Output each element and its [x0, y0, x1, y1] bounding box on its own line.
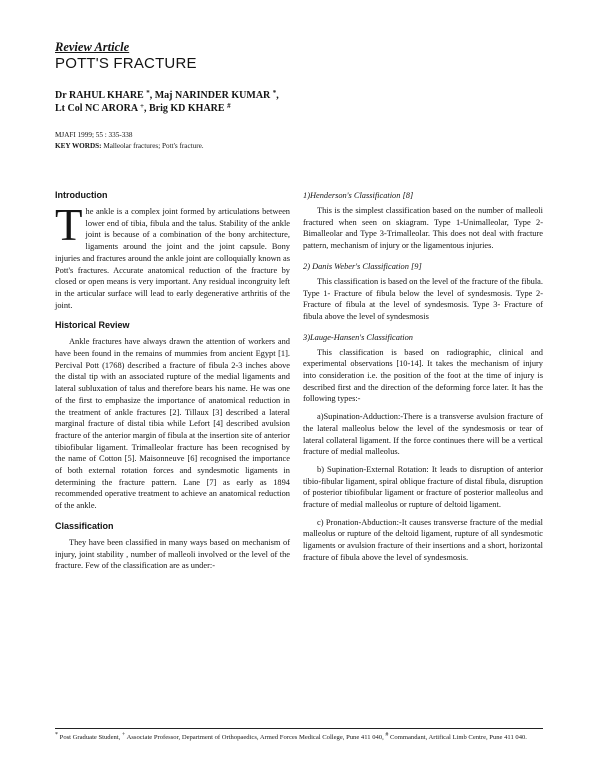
section-label: Review Article — [55, 40, 130, 54]
affiliation-mark: * — [272, 89, 277, 97]
weber-paragraph: This classification is based on the level of the fracture of the fibula. Type 1- Fracture of fibula below the level of syndesmosis. Type 2- Fracture of fibula at the level of syndesmosis. Type 3- Fracture of fibula above the level of syndesmosis — [303, 276, 543, 321]
keywords-label: KEY WORDS: — [55, 141, 102, 150]
author-name: , Brig KD KHARE — [144, 103, 228, 114]
author-separator: , — [276, 90, 279, 101]
keywords-text: Malleolar fractures; Pott's fracture. — [101, 141, 204, 150]
article-header — [55, 40, 555, 151]
affiliation-footnote — [55, 731, 545, 742]
footnote-mark: # — [385, 732, 389, 738]
footnote-text: Associate Professor, Department of Orthopaedics, Armed Forces Medical College, Pune 411 040, — [125, 734, 386, 742]
classification-paragraph: They have been classified in many ways based on mechanism of injury, joint stability , number of malleoli involved or the level of the fracture. Few of the classification are as under:- — [55, 537, 290, 571]
pronation-abduction-paragraph: c) Pronation-Abduction:-It causes transverse fracture of the medial malleolus or rupture of the deltoid ligament, rupture of all syndesmotic ligaments or avulsion fracture of their insertions and a short, horizontal fracture of fibula above the level of syndesmosis. — [303, 517, 543, 562]
henderson-heading: 1)Henderson's Classification [8] — [303, 191, 414, 200]
introduction-paragraph — [55, 200, 290, 311]
weber-heading: 2) Danis Weber's Classification [9] — [303, 261, 422, 271]
article-title: POTT'S FRACTURE — [55, 55, 197, 72]
introduction-text: he ankle is a complex joint formed by articulations between lower end of tibia, fibula and the talus. Stability of the ankle joint is because of a combination of the bony architecture, ligaments around the joint and the joint capsule. Bony injuries and fractures around the ankle joint are colloquially known as Pott's fractures. Accurate anatomical reduction of the fracture by closed or open means is very important. Any residual incongruity left in the articular surface will lead to early degenerative arthritis of the joint. — [55, 207, 290, 310]
drop-cap: T — [55, 200, 83, 250]
author-name: Dr RAHUL KHARE — [55, 90, 147, 101]
affiliation-mark: * — [146, 89, 150, 97]
affiliation-mark: + — [140, 102, 145, 110]
historical-review-paragraph: Ankle fractures have always drawn the attention of workers and have been found in the remains of mummies from ancient Egypt [1]. Percival Pott (1768) described a fracture of fibula 2-3 inches above the distal tip with an associated rupture of the medial ligaments and lateral subluxation of talus and therefore bears his name. He was one of the first to emphasize the importance of anatomical reduction in the treatment of ankle fractures [2]. Tillaux [3] described a lateral marginal fracture of distal tibia while Lefort [4] described avulsion fracture of the anterior margin of fibula at the insertion site of anterior tibiofibular ligament. Trimalleolar fracture has been recognised by the name of Cotton [5]. Maisonneuve [6] recognised the importance of both external rotation forces and syndesmotic ligaments in determining the fracture pattern. Lane [7] as early as 1894 recommended operative treatment to achieve an anatomical reduction of the ankle. — [55, 337, 290, 511]
affiliation-mark: # — [227, 102, 231, 110]
right-column — [303, 190, 543, 570]
introduction-heading: Introduction — [55, 190, 108, 200]
footnote-text: Commandant, Artifical Limb Centre, Pune 411 040. — [388, 734, 527, 742]
article-meta — [55, 130, 555, 151]
author-name: Lt Col NC ARORA — [55, 103, 141, 114]
supination-external-rotation-paragraph: b) Supination-External Rotation: It leads to disruption of anterior tibio-fibular ligament, spiral oblique fracture of distal fibula, disruption of posterior tibiofibular ligament or fracture of posterior malleolus and fracture of medial malleolus or rupture of deltoid ligament. — [303, 464, 543, 510]
keywords-line — [55, 141, 555, 152]
lauge-hansen-heading: 3)Lauge-Hansen's Classification — [303, 332, 413, 342]
lauge-hansen-paragraph: This classification is based on radiographic, clinical and experimental observations [10-14]. It takes the mechanism of injury into consideration i.e. the position of the foot at the time of injury is described first and the direction of the deforming force later. It has the following types:- — [303, 347, 543, 404]
author-name: , Maj NARINDER KUMAR — [149, 90, 273, 101]
historical-review-heading: Historical Review — [55, 320, 130, 331]
henderson-paragraph: This is the simplest classification based on the number of malleoli fractured when seen on skiagram. Type 1-Unimalleolar, Type 2-Bimalleolar and Type 3-Trimalleolar. This does not deal with fracture pattern, mechanism of injury or the ligamentous injuries. — [303, 206, 543, 251]
footnote-mark: * — [55, 732, 58, 738]
footnote-mark: + — [121, 732, 126, 738]
journal-citation: MJAFI 1999; 55 : 335-338 — [55, 131, 133, 139]
classification-heading: Classification — [55, 520, 114, 531]
left-column — [55, 190, 290, 578]
supination-adduction-paragraph: a)Supination-Adduction:-There is a transverse avulsion fracture of the lateral malleolus below the level of the syndesmosis or tear of lateral collateral ligament. If the force continues there will be a vertical fracture of medial malleolus. — [303, 412, 543, 457]
author-list — [55, 89, 555, 115]
footnote-text: Post Graduate Student, — [58, 734, 122, 742]
footnote-divider — [55, 728, 543, 729]
